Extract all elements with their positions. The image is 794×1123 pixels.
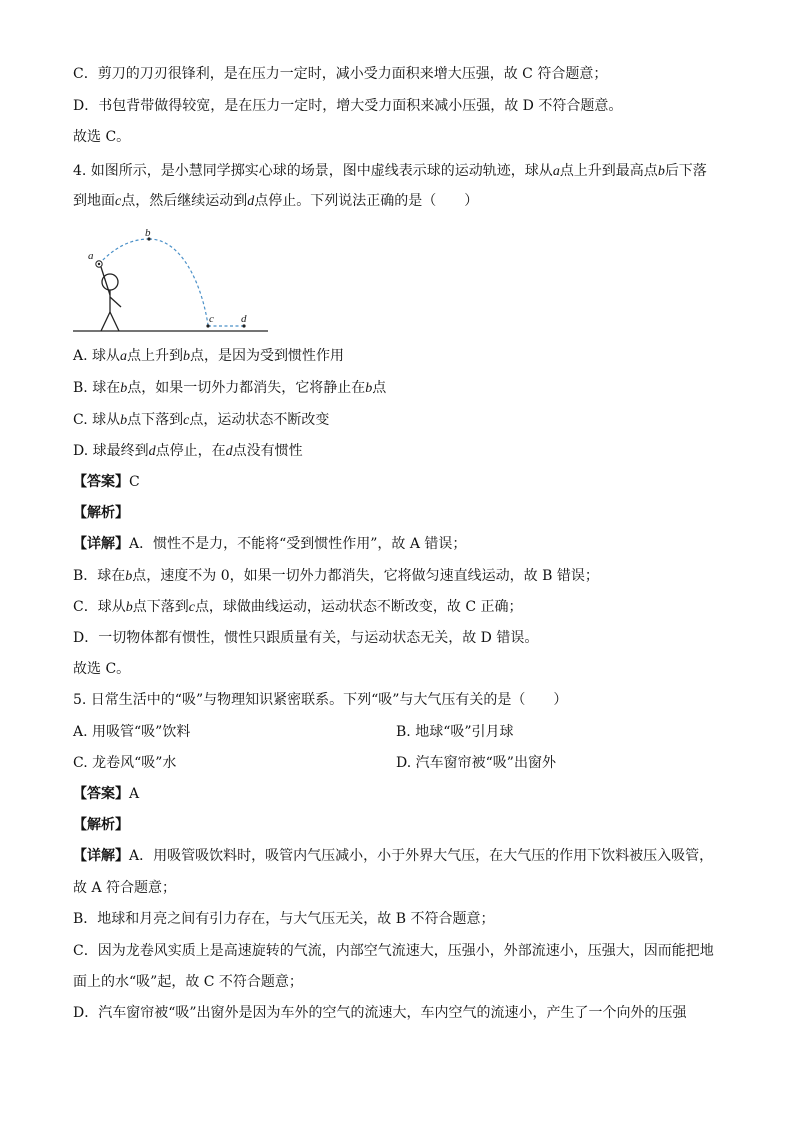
q4-detail-a: 【详解】A．惯性不是力，不能将“受到惯性作用”，故 A 错误； — [73, 536, 467, 552]
q4-option-c: C. 球从b点下落到c点，运动状态不断改变 — [73, 412, 330, 428]
q4-detail-c: C．球从b点下落到c点，球做曲线运动，运动状态不断改变，故 C 正确； — [73, 599, 523, 615]
q4-option-d: D. 球最终到d点停止，在d点没有惯性 — [73, 443, 303, 459]
q4-option-b: B. 球在b点，如果一切外力都消失，它将静止在b点 — [73, 380, 387, 396]
label-b: b — [145, 227, 151, 239]
trajectory-up — [99, 239, 149, 264]
q5-option-b: B. 地球“吸”引月球 — [396, 724, 514, 740]
q4-stem-line2: 到地面c点，然后继续运动到d点停止。下列说法正确的是（ ） — [73, 193, 479, 209]
q5-detail-b: B．地球和月亮之间有引力存在，与大气压无关，故 B 不符合题意； — [73, 911, 495, 927]
q4-detail-b: B．球在b点，速度不为 0，如果一切外力都消失，它将做匀速直线运动，故 B 错误； — [73, 568, 599, 584]
q5-answer: 【答案】A — [73, 786, 140, 802]
label-a: a — [88, 250, 94, 262]
q5-detail-c-line1: C．因为龙卷风实质上是高速旋转的气流，内部空气流速大，压强小，外部流速小，压强大，因而能把地 — [73, 943, 714, 959]
q4-answer: 【答案】C — [73, 474, 140, 490]
q5-detail-d: D．汽车窗帘被“吸”出窗外是因为车外的空气的流速大，车内空气的流速小，产生了一个向外的压强 — [73, 1005, 687, 1021]
q4-detail-d: D．一切物体都有惯性，惯性只跟质量有关，与运动状态无关，故 D 错误。 — [73, 630, 539, 646]
q5-option-c: C. 龙卷风“吸”水 — [73, 755, 177, 771]
q4-analysis-tag: 【解析】 — [73, 505, 129, 521]
ball-center — [98, 263, 100, 265]
q5-detail-c-line2: 面上的水“吸”起，故 C 不符合题意； — [73, 974, 303, 990]
q4-stem-line1: 4. 如图所示，是小慧同学掷实心球的场景，图中虚线表示球的运动轨迹，球从a点上升到最高点b后下落 — [73, 163, 707, 179]
q5-option-a: A. 用吸管“吸”饮料 — [73, 724, 191, 740]
label-c: c — [209, 313, 214, 325]
prev-choose: 故选 C。 — [73, 129, 131, 145]
stick-figure — [101, 267, 121, 331]
prev-option-c-explanation: C．剪刀的刀刃很锋利，是在压力一定时，减小受力面积来增大压强，故 C 符合题意； — [73, 66, 608, 82]
q5-analysis-tag: 【解析】 — [73, 817, 129, 833]
trajectory-down — [149, 239, 208, 325]
q4-figure — [70, 225, 270, 337]
q4-choose: 故选 C。 — [73, 661, 131, 677]
q5-stem: 5. 日常生活中的“吸”与物理知识紧密联系。下列“吸”与大气压有关的是（ ） — [73, 692, 568, 708]
prev-option-d-explanation: D．书包背带做得较宽，是在压力一定时，增大受力面积来减小压强，故 D 不符合题意。 — [73, 98, 623, 114]
q5-option-d: D. 汽车窗帘被“吸”出窗外 — [396, 755, 556, 771]
label-d: d — [241, 313, 247, 325]
q5-detail-a-line1: 【详解】A．用吸管吸饮料时，吸管内气压减小，小于外界大气压，在大气压的作用下饮料被压入吸管， — [73, 848, 714, 864]
q4-option-a: A. 球从a点上升到b点，是因为受到惯性作用 — [73, 348, 345, 364]
q5-detail-a-line2: 故 A 符合题意； — [73, 880, 177, 896]
